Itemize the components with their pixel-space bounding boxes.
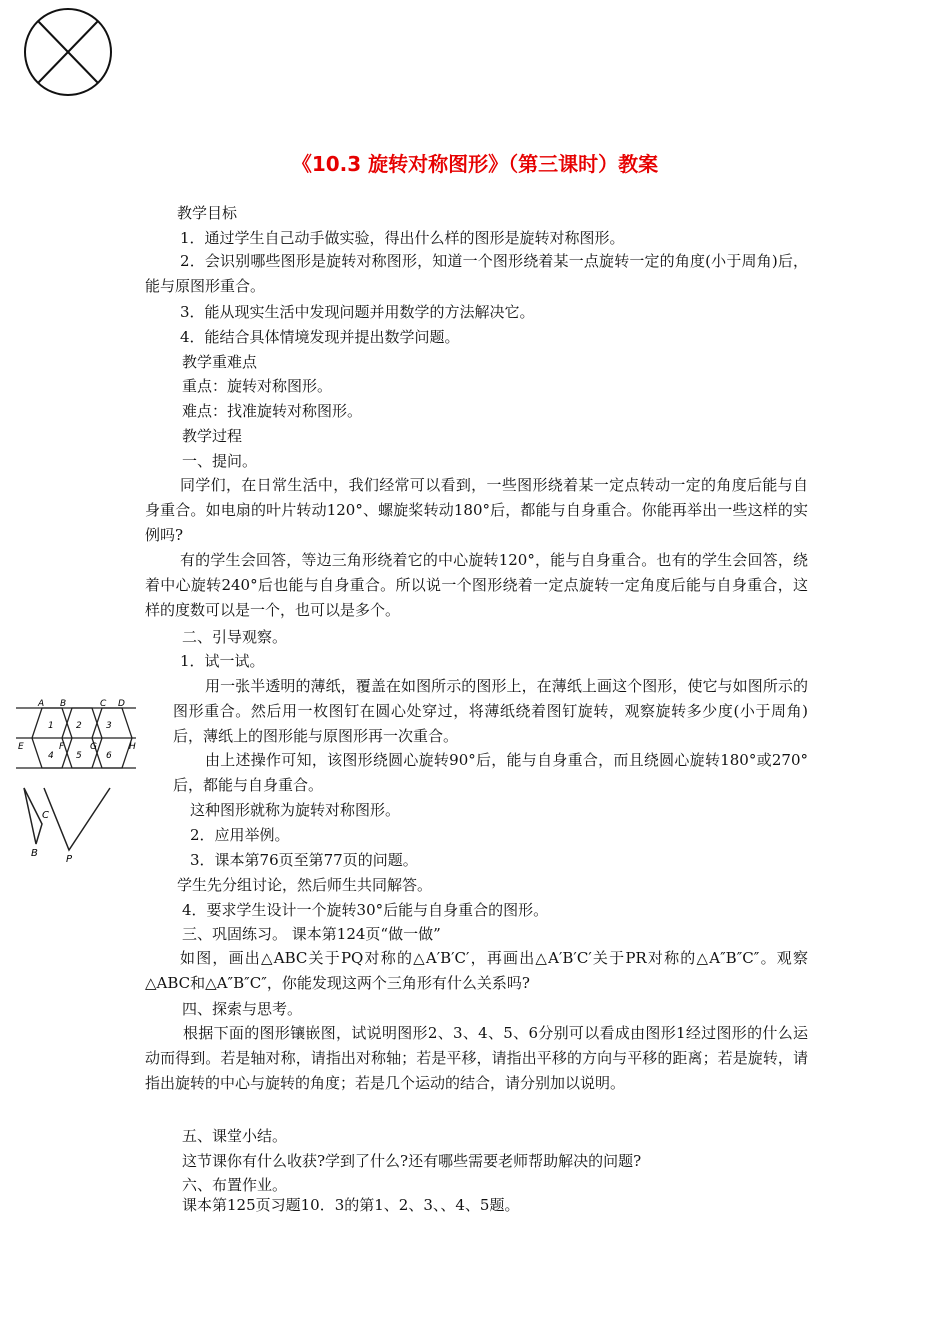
list-item: 4．要求学生设计一个旋转30°后能与自身重合的图形。 <box>182 901 549 919</box>
section-heading: 教学重难点 <box>182 353 258 371</box>
label-B: B <box>31 848 38 859</box>
paragraph: 由上述操作可知，该图形绕圆心旋转90°后，能与自身重合，而且绕圆心旋转180°或270°后，都能与自身重合。 <box>173 751 808 794</box>
triangles-figure <box>14 782 114 864</box>
cell-number: 3 <box>106 721 112 731</box>
section-heading: 四、探索与思考。 <box>182 1000 303 1018</box>
section-heading: 教学目标 <box>177 204 238 222</box>
section-heading: 三、巩固练习。 课本第124页“做一做” <box>182 925 441 943</box>
list-item: 1．试一试。 <box>180 652 265 670</box>
label-A: A <box>38 699 45 709</box>
objective-item: 2．会识别哪些图形是旋转对称图形，知道一个图形绕着某一点旋转一定的角度(小于周角)后，能与原图形重合。 <box>145 252 808 295</box>
cell-number: 1 <box>48 721 54 731</box>
cell-number: 2 <box>76 721 82 731</box>
cell-number: 4 <box>48 751 54 761</box>
list-item: 3．课本第76页至第77页的问题。 <box>190 851 418 869</box>
label-P: P <box>66 854 73 864</box>
label-C: C <box>100 699 107 709</box>
paragraph: 如图，画出△ABC关于PQ对称的△A′B′C′，再画出△A′B′C′关于PR对称的△A″B″C″。观察△ABC和△A″B″C″，你能发现这两个三角形有什么关系吗? <box>145 949 808 992</box>
cell-number: 5 <box>76 751 82 761</box>
key-point: 重点：旋转对称图形。 <box>182 377 333 395</box>
difficult-point: 难点：找准旋转对称图形。 <box>182 402 363 420</box>
section-heading: 五、课堂小结。 <box>182 1127 288 1145</box>
paragraph: 根据下面的图形镶嵌图，试说明图形2、3、4、5、6分别可以看成由图形1经过图形的什么运动而得到。若是轴对称，请指出对称轴；若是平移，请指出平移的方向与平移的距离；若是旋转，请指出旋转的中心与旋转的角度；若是几个运动的结合，请分别加以说明。 <box>145 1024 808 1092</box>
cell-number: 6 <box>106 751 112 761</box>
paragraph: 同学们，在日常生活中，我们经常可以看到，一些图形绕着某一定点转动一定的角度后能与自身重合。如电扇的叶片转动120°、螺旋桨转动180°后，都能与自身重合。你能再举出一些这样的实例吗? <box>145 476 808 544</box>
label-D: D <box>118 699 125 709</box>
label-G: G <box>90 742 97 752</box>
page-title: 《10.3 旋转对称图形》（第三课时）教案 <box>291 152 659 176</box>
section-heading: 二、引导观察。 <box>182 628 288 646</box>
paragraph: 有的学生会回答，等边三角形绕着它的中心旋转120°，能与自身重合。也有的学生会回答，绕着中心旋转240°后也能与自身重合。所以说一个图形绕着一定点旋转一定角度后能与自身重合，这样的度数可以是一个，也可以是多个。 <box>145 551 808 619</box>
label-B: B <box>60 699 67 709</box>
label-F: F <box>59 742 65 752</box>
paragraph: 这种图形就称为旋转对称图形。 <box>190 801 401 819</box>
label-H: H <box>129 742 136 752</box>
objective-item: 1．通过学生自己动手做实验，得出什么样的图形是旋转对称图形。 <box>180 229 625 247</box>
tessellation-figure <box>12 696 140 776</box>
section-heading: 六、布置作业。 <box>182 1176 288 1194</box>
objective-item: 3．能从现实生活中发现问题并用数学的方法解决它。 <box>180 303 535 321</box>
list-item: 2．应用举例。 <box>190 826 290 844</box>
label-C: C <box>42 810 49 821</box>
paragraph: 这节课你有什么收获?学到了什么?还有哪些需要老师帮助解决的问题? <box>182 1152 642 1170</box>
paragraph: 用一张半透明的薄纸，覆盖在如图所示的图形上，在薄纸上画这个图形，使它与如图所示的图形重合。然后用一枚图钉在圆心处穿过，将薄纸绕着图钉旋转，观察旋转多少度(小于周角)后，薄纸上的图形能与原图形再一次重合。 <box>173 677 808 745</box>
paragraph: 学生先分组讨论，然后师生共同解答。 <box>177 876 433 894</box>
objective-item: 4．能结合具体情境发现并提出数学问题。 <box>180 328 460 346</box>
circle-cross-icon <box>22 4 116 100</box>
homework-text: 课本第125页习题10．3的第1、2、3、、4、5题。 <box>182 1196 520 1214</box>
section-heading: 教学过程 <box>182 427 243 445</box>
section-heading: 一、提问。 <box>182 452 258 470</box>
label-E: E <box>18 742 24 752</box>
